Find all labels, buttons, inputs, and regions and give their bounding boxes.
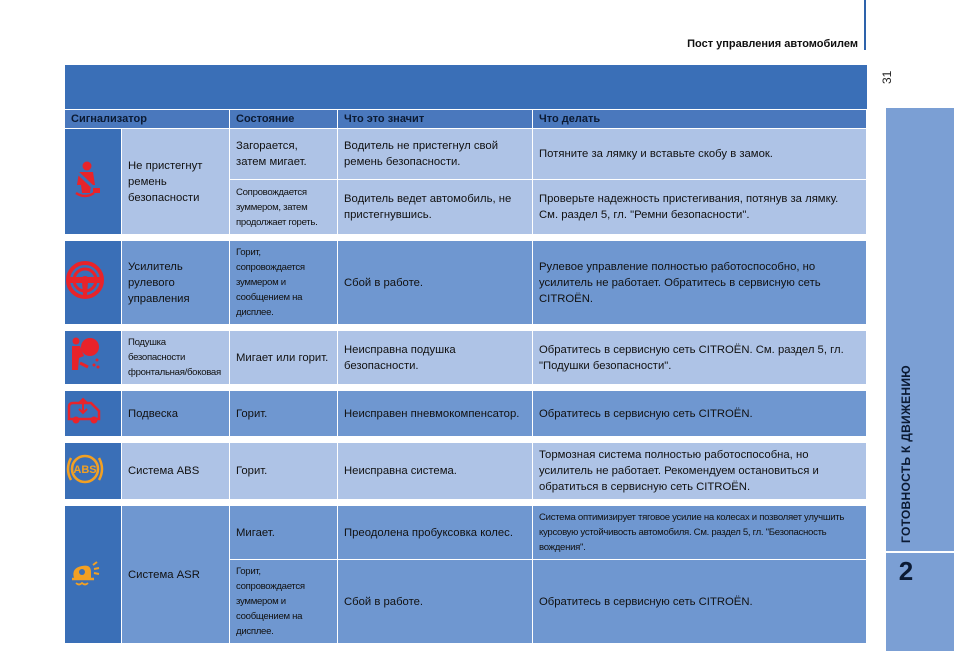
table-header-row	[65, 110, 867, 129]
meaning-cell: Сбой в работе.	[338, 560, 533, 644]
column-header-state: Состояние	[230, 110, 338, 129]
suspension-icon	[65, 391, 105, 431]
abs-icon-label: ABS	[73, 463, 97, 476]
meaning-cell: Преодолена пробуксовка колес.	[338, 506, 533, 560]
table-row-abs	[65, 443, 867, 500]
seatbelt-icon	[65, 159, 105, 199]
action-cell: Рулевое управление полностью работоспособно, но усилитель не работает. Обратитесь в сервисную сеть CITROËN.	[533, 241, 867, 325]
indicator-name: Система ABS	[122, 443, 230, 500]
meaning-cell: Водитель не пристегнул свой ремень безопасности.	[338, 129, 533, 180]
meaning-cell: Неисправен пневмокомпенсатор.	[338, 391, 533, 437]
chapter-divider	[886, 551, 954, 553]
page-number: 31	[880, 70, 894, 84]
state-cell: Мигает.	[230, 506, 338, 560]
indicator-name: Система ASR	[122, 506, 230, 644]
header-divider-line	[864, 0, 866, 50]
state-cell: Мигает или горит.	[230, 331, 338, 385]
indicator-name: Усилитель рулевого управления	[122, 241, 230, 325]
action-cell: Обратитесь в сервисную сеть CITROËN. См. раздел 5, гл. "Подушки безопасности".	[533, 331, 867, 385]
column-header-indicator: Сигнализатор	[65, 110, 230, 129]
indicator-name: Подушка безопасности фронтальная/боковая	[122, 331, 230, 385]
column-header-meaning: Что это значит	[338, 110, 533, 129]
indicator-icon-cell	[65, 241, 122, 325]
steering-wheel-icon	[65, 260, 105, 300]
indicator-icon-cell	[65, 331, 122, 385]
table-banner	[65, 65, 867, 109]
indicator-icon-cell	[65, 443, 122, 500]
column-header-action: Что делать	[533, 110, 867, 129]
action-cell: Тормозная система полностью работоспособна, но усилитель не работает. Рекомендуем остановиться и обратиться в сервисную сеть CITROËN.	[533, 443, 867, 500]
action-cell: Обратитесь в сервисную сеть CITROËN.	[533, 560, 867, 644]
table-row-suspension	[65, 391, 867, 437]
action-cell: Потяните за лямку и вставьте скобу в замок.	[533, 129, 867, 180]
table-row-airbag	[65, 331, 867, 385]
indicator-name: Не пристегнут ремень безопасности	[122, 129, 230, 235]
meaning-cell: Неисправна система.	[338, 443, 533, 500]
abs-icon	[65, 449, 105, 489]
indicator-icon-cell	[65, 129, 122, 235]
action-cell: Обратитесь в сервисную сеть CITROËN.	[533, 391, 867, 437]
state-cell: Загорается, затем мигает.	[230, 129, 338, 180]
table-row-steering	[65, 241, 867, 325]
airbag-icon	[65, 335, 105, 375]
indicator-icon-cell	[65, 506, 122, 644]
table-row-seatbelt	[65, 129, 867, 180]
asr-icon	[65, 552, 105, 592]
page-header-title: Пост управления автомобилем	[687, 38, 858, 50]
meaning-cell: Водитель ведет автомобиль, не пристегнувшись.	[338, 180, 533, 235]
action-cell: Система оптимизирует тяговое усилие на колесах и позволяет улучшить курсовую устойчивость автомобиля. См. раздел 5, гл. "Безопасность вождения".	[533, 506, 867, 560]
table-row-asr	[65, 506, 867, 560]
meaning-cell: Сбой в работе.	[338, 241, 533, 325]
state-cell: Горит.	[230, 391, 338, 437]
action-cell: Проверьте надежность пристегивания, потянув за лямку. См. раздел 5, гл. "Ремни безопасности".	[533, 180, 867, 235]
state-cell: Горит.	[230, 443, 338, 500]
meaning-cell: Неисправна подушка безопасности.	[338, 331, 533, 385]
warning-lights-table	[65, 110, 867, 644]
chapter-title: ГОТОВНОСТЬ К ДВИЖЕНИЮ	[899, 365, 913, 543]
state-cell: Горит, сопровождается зуммером и сообщением на дисплее.	[230, 241, 338, 325]
state-cell: Горит, сопровождается зуммером и сообщением на дисплее.	[230, 560, 338, 644]
chapter-number: 2	[898, 556, 914, 586]
indicator-icon-cell	[65, 391, 122, 437]
indicator-name: Подвеска	[122, 391, 230, 437]
state-cell: Сопровождается зуммером, затем продолжает гореть.	[230, 180, 338, 235]
